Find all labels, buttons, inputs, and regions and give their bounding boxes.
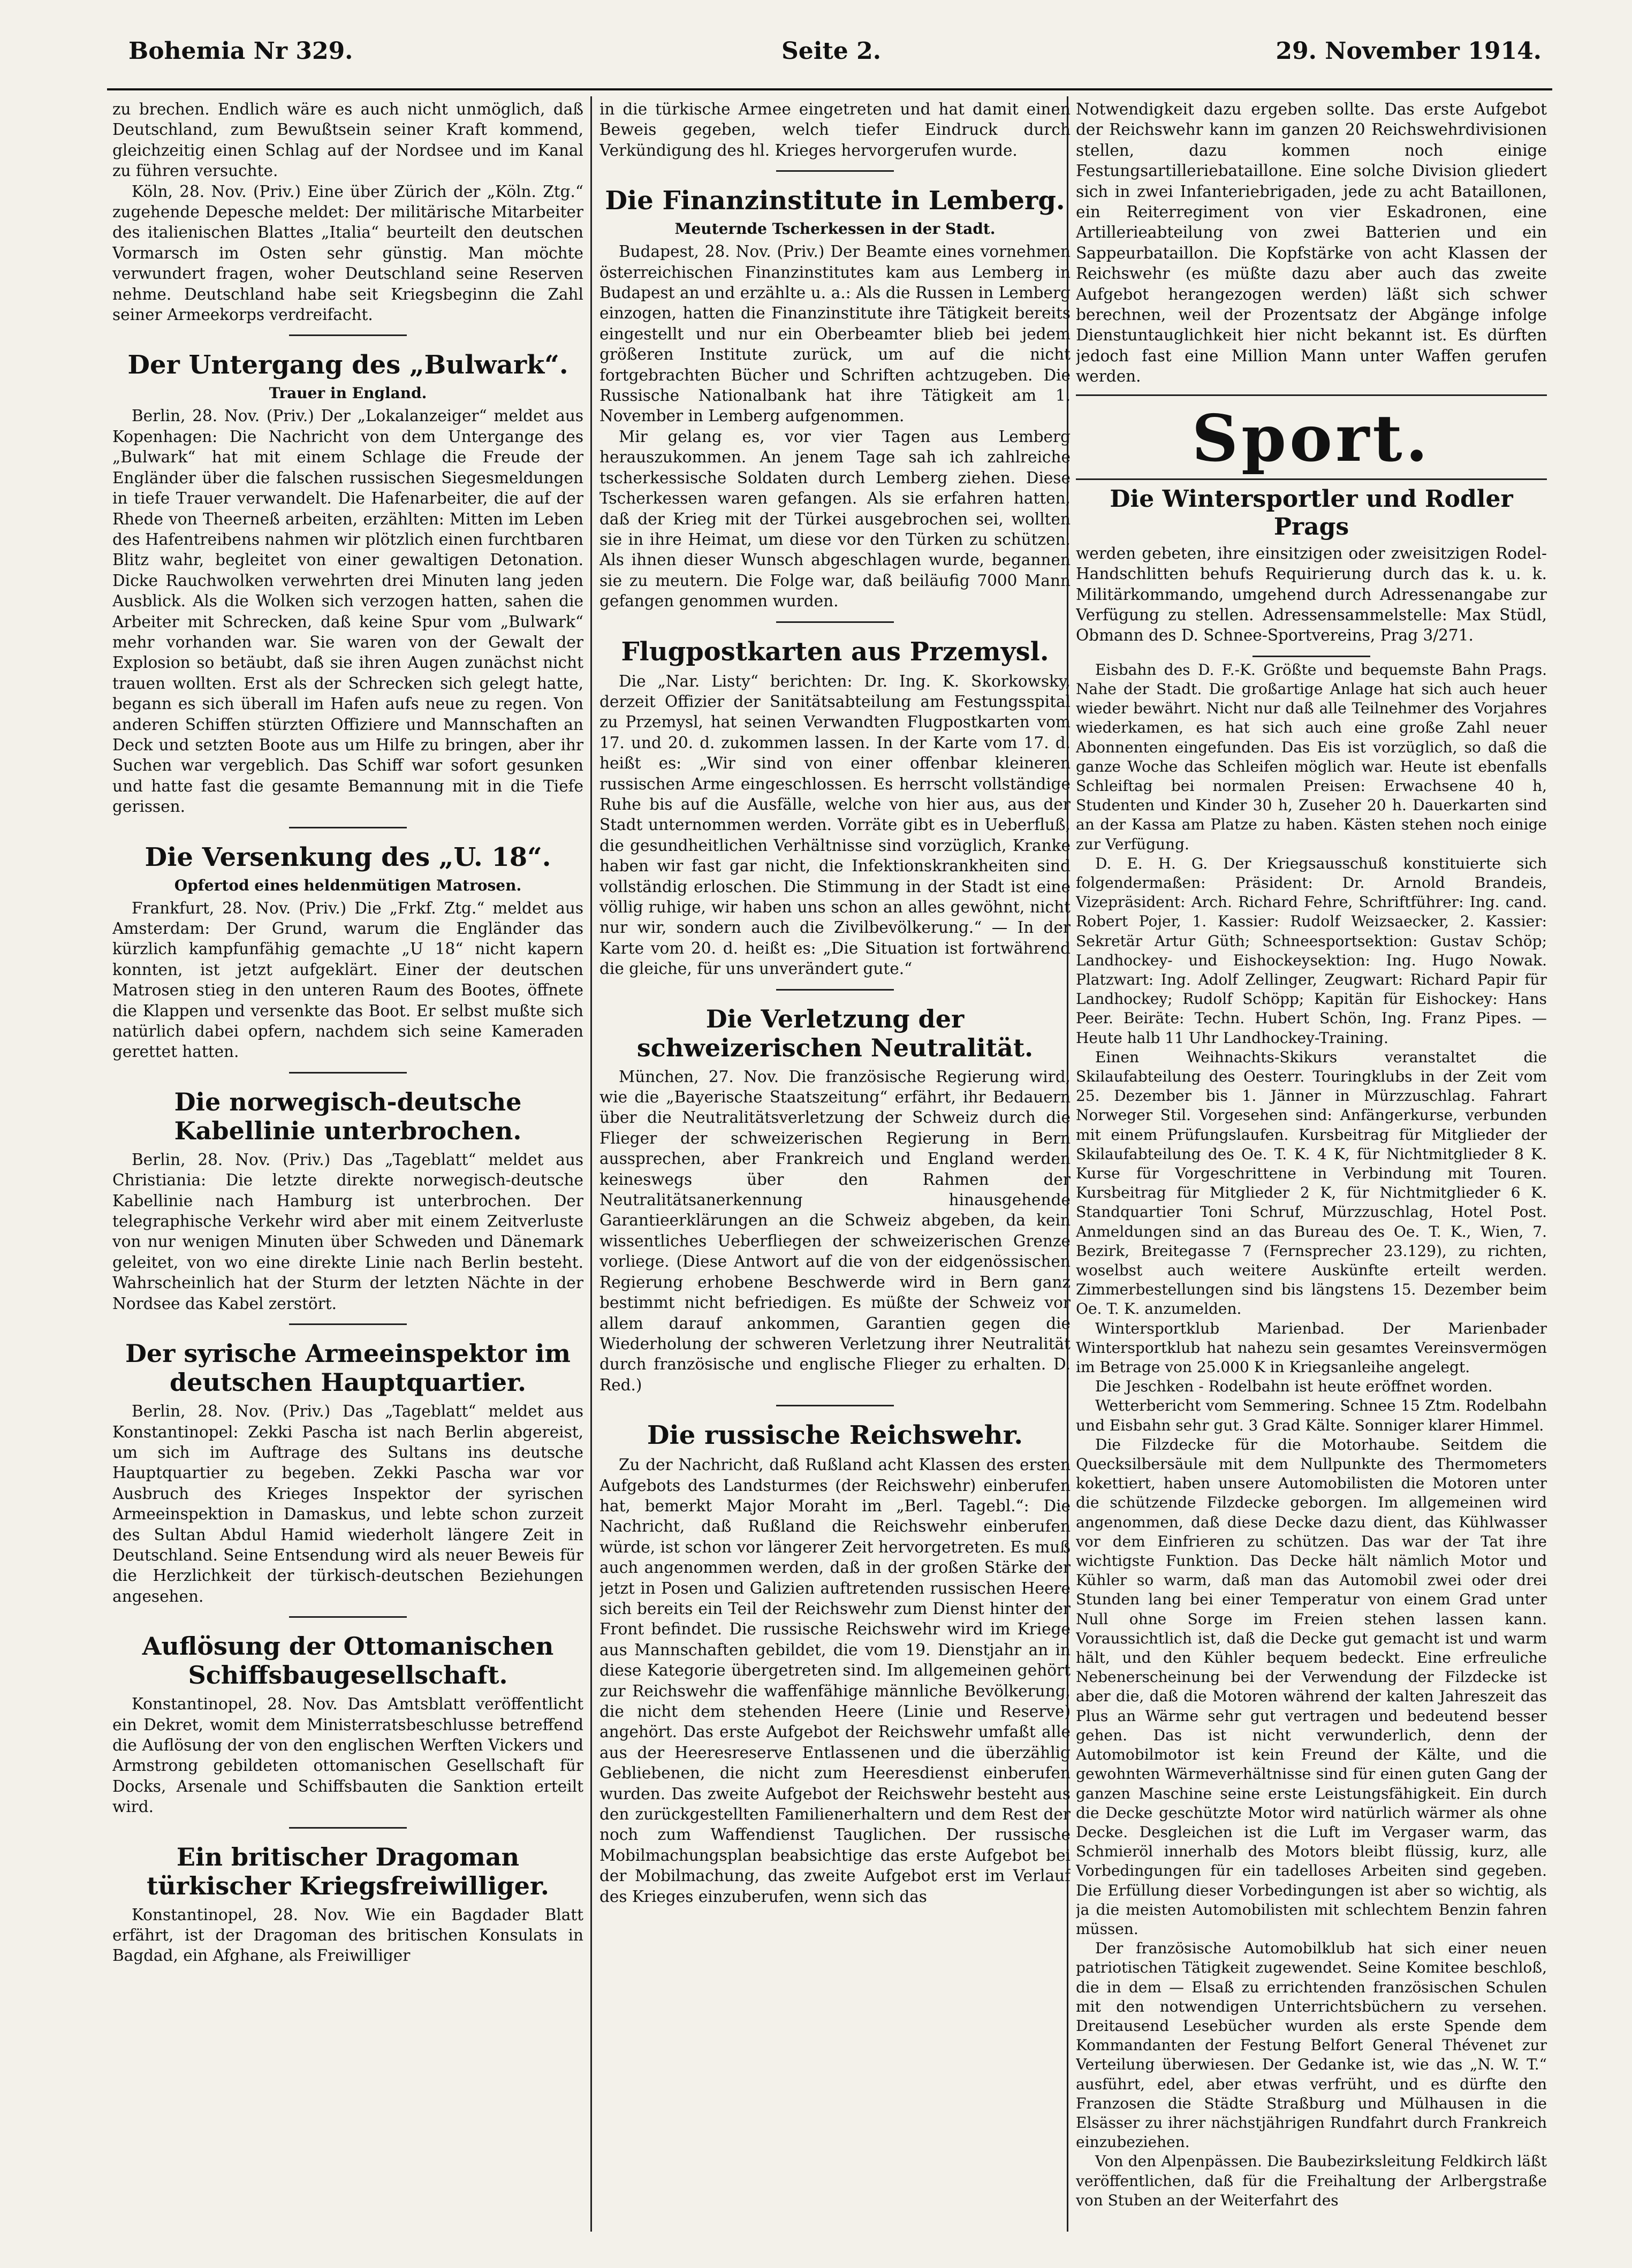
article-separator bbox=[776, 989, 894, 991]
header-rule bbox=[107, 88, 1552, 90]
article-heading: Die Wintersportler und Rodler Prags bbox=[1110, 485, 1513, 541]
article-heading: Auflösung der Ottomanischen Schiffsbaugesellschaft. bbox=[142, 1632, 554, 1690]
article-heading: Flugpostkarten aus Przemysl. bbox=[621, 636, 1049, 667]
article-paragraph: Köln, 28. Nov. (Priv.) Eine über Zürich der „Köln. Ztg.“ zugehende Depesche meldet: Der militärische Mitarbeiter des italienischen Blattes „Italia“ beurteilt den deutschen Vormarsch im Osten sehr günstig. Man möchte verwundert fragen, woher Deutschland seine Reserven nehme. Deutschland habe seit Kriegsbeginn die Zahl seiner Armeekorps verdreifacht. bbox=[112, 182, 583, 324]
article-paragraph: Wintersportklub Marienbad. Der Marienbader Wintersportklub hat nahezu sein gesamtes Vereinsvermögen im Betrage von 25.000 K in Kriegsanleihe angelegt. bbox=[1076, 1319, 1547, 1376]
article-separator bbox=[289, 1827, 407, 1829]
page-header bbox=[107, 37, 1552, 80]
issue-date: 29. November 1914. bbox=[1276, 37, 1542, 65]
article-paragraph: Die „Nar. Listy“ berichten: Dr. Ing. K. Skorkowsky, derzeit Offizier der Sanitätsabteilung am Festungsspital zu Przemysl, hat seinen Verwandten Flugpostkarten vom 17. und 20. d. zukommen lassen. In der Karte vom 17. d. heißt es: „Wir sind von einer offenbar kleineren russischen Arme eingeschlossen. Es herrscht vollständige Ruhe bis auf die Ausfälle, welche von hier aus, aus der Stadt unternommen werden. Vorräte gibt es in Ueberfluß, die gesundheitlichen Verhältnisse sind vorzüglich, Kranke haben wir fast gar nicht, die Infektionskrankheiten sind vollständig erloschen. Die Stimmung in der Stadt ist eine völlig ruhige, wir haben uns schon an alles gewöhnt, nicht nur wir, sondern auch die Zivilbevölkerung.“ — In der Karte vom 20. d. heißt es: „Die Situation ist fortwährend die gleiche, für uns unverändert gute.“ bbox=[599, 672, 1071, 978]
article-separator bbox=[776, 621, 894, 623]
article-heading: Der Untergang des „Bulwark“. bbox=[127, 350, 568, 380]
article-separator bbox=[289, 1616, 407, 1618]
article-paragraph: Berlin, 28. Nov. (Priv.) Das „Tageblatt“ meldet aus Christiania: Die letzte direkte norwegisch-deutsche Kabellinie nach Hamburg ist unterbrochen. Der telegraphische Verkehr wird aber mit einem Zeitverluste von nur wenigen Minuten über Schweden und Dänemark geleitet, von wo eine direkte Linie nach Berlin besteht. Wahrscheinlich hat der Sturm der letzten Nächte in der Nordsee das Kabel zerstört. bbox=[112, 1150, 583, 1313]
column-1 bbox=[112, 99, 583, 2229]
column-3 bbox=[1076, 99, 1547, 2229]
article-paragraph: Die Filzdecke für die Motorhaube. Seitdem die Quecksilbersäule mit dem Nullpunkte des Thermometers kokettiert, haben unsere Automobilisten die Motoren unter die schützende Filzdecke geborgen. Im allgemeinen wird angenommen, daß diese Decke dazu dient, das Kühlwasser vor dem Einfrieren zu schützen. Das war der Tat ihre wichtigste Funktion. Das Decke hält nämlich Motor und Kühler so warm, daß man das Automobil zwei oder drei Stunden lang bei einer Temperatur von einem Grad unter Null ohne Sorge im Freien stehen lassen kann. Voraussichtlich ist, daß die Decke gut gemacht ist und warm hält, und den Kühler bequem bedeckt. Eine erfreuliche Nebenerscheinung bei der Verwendung der Filzdecke ist aber die, daß die Motoren während der kalten Jahreszeit das Plus an Wärme sehr gut vertragen und bedeutend besser gehen. Das ist nicht verwunderlich, denn der Automobilmotor ist kein Freund der Kälte, und die gewohnten Wärmeverhältnisse sind für einen guten Gang der ganzen Maschine seine erste Leistungsfähigkeit. Ein durch die Decke geschützte Motor wird natürlich wärmer als ohne Decke. Desgleichen ist die Luft im Vergaser warm, das Schmieröl innerhalb des Motors bleibt flüssig, kurz, alle Vorbedingungen für ein tadelloses Arbeiten sind gegeben. Die Erfüllung dieser Vorbedingungen ist aber so wichtig, als ja die meisten Automobilisten mit schlechtem Benzin fahren müssen. bbox=[1076, 1435, 1547, 1938]
article-heading: Der syrische Armeeinspektor im deutschen Hauptquartier. bbox=[125, 1339, 571, 1397]
article-heading: Die Finanzinstitute in Lemberg. bbox=[605, 186, 1065, 216]
section-rule bbox=[1076, 478, 1547, 480]
article-heading: Die russische Reichswehr. bbox=[647, 1420, 1023, 1451]
article-separator bbox=[1253, 656, 1370, 657]
article-paragraph: Berlin, 28. Nov. (Priv.) Der „Lokalanzeiger“ meldet aus Kopenhagen: Die Nachricht von dem Untergange des „Bulwark“ hat mit einem Schlage die Freude der Engländer über die falschen russischen Siegesmeldungen in tiefe Trauer verwandelt. Die Hafenarbeiter, die auf der Rhede von Theerneß arbeiten, erzählten: Mitten im Leben des Hafentreibens nahmen wir plötzlich einen furchtbaren Blitz wahr, begleitet von einer gewaltigen Detonation. Dicke Rauchwolken verwehrten drei Minuten lang jeden Ausblick. Als die Wolken sich verzogen hatten, sahen die Arbeiter mit Schrecken, daß keine Spur vom „Bulwark“ mehr vorhanden war. Sie waren von der Gewalt der Explosion so betäubt, daß sie ihren Augen zunächst nicht trauen wollten. Erst als der Schrecken sich gelegt hatte, begann es sich überall im Hafen aufs neue zu regen. Von anderen Schiffen stürzten Offiziere und Mannschaften an Deck und setzten Boote aus um Hilfe zu bringen, aber ihr Suchen war vergeblich. Das Schiff war sofort gesunken und hatte fast die gesamte Bemannung mit in die Tiefe gerissen. bbox=[112, 407, 583, 816]
section-heading-sport: Sport. bbox=[1191, 400, 1431, 476]
article-paragraph: Konstantinopel, 28. Nov. Das Amtsblatt veröffentlicht ein Dekret, womit dem Ministerratsbeschlusse betreffend die Auflösung der von den englischen Werften Vickers und Armstrong gebildeten ottomanischen Gesellschaft für Docks, Arsenale und Schiffsbauten die Sanktion erteilt wird. bbox=[112, 1695, 583, 1816]
article-paragraph: Mir gelang es, vor vier Tagen aus Lemberg herauszukommen. An jenem Tage sah ich zahlreiche tscherkessische Soldaten durch Lemberg ziehen. Diese Tscherkessen waren gefangen. Als sie erfahren hatten, daß der Krieg mit der Türkei ausgebrochen sei, wollten sie in ihre Heimat, um diese vor den Türken zu schützen. Als ihnen dieser Wunsch abgeschlagen wurde, begannen sie zu meutern. Die Folge war, daß beiläufig 7000 Mann gefangen genommen wurden. bbox=[599, 427, 1071, 611]
article-paragraph: in die türkische Armee eingetreten und hat damit einen Beweis gegeben, welch tiefer Eindruck durch Verkündigung des hl. Krieges hervorgerufen wurde. bbox=[599, 100, 1071, 159]
article-paragraph: Notwendigkeit dazu ergeben sollte. Das erste Aufgebot der Reichswehr kann im ganzen 20 Reichswehrdivisionen stellen, dazu kommen noch einige Festungsartilleriebataillone. Eine solche Division gliedert sich in zwei Infanteriebrigaden, jede zu acht Bataillonen, ein Reiterregiment von vier Eskadronen, eine Artillerieabteilung von zwei Batterien und ein Sappeurbataillon. Die Kopfstärke von acht Klassen der Reichswehr (es müßte dazu aber auch das zweite Aufgebot herangezogen werden) läßt sich schwer berechnen, weil der Prozentsatz der Abgänge infolge Dienstuntauglichkeit hier nicht bekannt ist. Es dürften jedoch fast eine Million Mann unter Waffen gerufen werden. bbox=[1076, 100, 1547, 386]
article-paragraph: Konstantinopel, 28. Nov. Wie ein Bagdader Blatt erfährt, ist der Dragoman des britischen Konsulats in Bagdad, ein Afghane, als Freiwilliger bbox=[112, 1905, 583, 1965]
article-paragraph: werden gebeten, ihre einsitzigen oder zweisitzigen Rodel-Handschlitten behufs Requirierung durch das k. u. k. Militärkommando, umgehend durch Adressenangabe zur Verfügung zu stellen. Adressensammelstelle: Max Stüdl, Obmann des D. Schnee-Sportvereins, Prag 3/271. bbox=[1076, 544, 1547, 645]
article-subheading: Meuternde Tscherkessen in der Stadt. bbox=[674, 220, 996, 238]
article-paragraph: Von den Alpenpässen. Die Baubezirksleitung Feldkirch läßt veröffentlichen, daß für die Freihaltung der Arlbergstraße von Stuben an der Weiterfahrt des bbox=[1076, 2152, 1547, 2209]
page-number: Seite 2. bbox=[781, 37, 882, 65]
section-rule bbox=[1076, 394, 1547, 396]
article-heading: Die norwegisch-deutsche Kabellinie unterbrochen. bbox=[174, 1087, 522, 1145]
article-separator bbox=[776, 170, 894, 172]
article-subheading: Trauer in England. bbox=[269, 384, 427, 402]
article-heading: Die Versenkung des „U. 18“. bbox=[145, 842, 551, 872]
article-paragraph: Frankfurt, 28. Nov. (Priv.) Die „Frkf. Ztg.“ meldet aus Amsterdam: Der Grund, warum die Engländer das kürzlich kampfunfähig gemachte „U 18“ nicht kapern konnten, ist jetzt aufgeklärt. Einer der deutschen Matrosen stieg in den unteren Raum des Bootes, öffnete die Klappen und versenkte das Boot. Er selbst mußte sich natürlich dabei opfern, nachdem sich seine Kameraden gerettet hatten. bbox=[112, 899, 583, 1061]
article-paragraph: Eisbahn des D. F.-K. Größte und bequemste Bahn Prags. Nahe der Stadt. Die großartige Anlage hat sich auch heuer wieder bewährt. Nicht nur daß alle Teilnehmer des Vorjahres wiederkamen, es hat sich auch eine große Zahl neuer Abonnenten eingefunden. Das Eis ist vorzüglich, so daß die ganze Woche das Schleifen möglich war. Heute ist ebenfalls Schleiftag bei normalen Preisen: Erwachsene 40 h, Studenten und Kinder 30 h, Zuseher 20 h. Dauerkarten sind an der Kassa am Platze zu haben. Kästen stehen noch einige zur Verfügung. bbox=[1076, 660, 1547, 853]
article-heading: Die Verletzung der schweizerischen Neutralität. bbox=[636, 1004, 1034, 1062]
article-subheading: Opfertod eines heldenmütigen Matrosen. bbox=[174, 876, 522, 894]
article-separator bbox=[776, 1405, 894, 1406]
article-paragraph: Budapest, 28. Nov. (Priv.) Der Beamte eines vornehmen österreichischen Finanzinstitutes kam aus Lemberg in Budapest an und erzählte u. a.: Als die Russen in Lemberg einzogen, hatten die Finanzinstitute ihre Tätigkeit bereits eingestellt und nur ein Oberbeamter blieb bei jedem größeren Institute zurück, um auf die nicht fortgebrachten Bücher und Schriften achtzugeben. Die Russische Nationalbank hat ihre Tätigkeit am 1. November in Lemberg aufgenommen. bbox=[599, 242, 1071, 425]
article-paragraph: Der französische Automobilklub hat sich einer neuen patriotischen Tätigkeit zugewendet. Seine Komitee beschloß, die in dem — Elsaß zu errichtenden französischen Schulen mit den notwendigen Unterrichtsbüchern zu versehen. Dreitausend Lesebücher wurden als erste Spende dem Kommandanten der Festung Belfort General Thévenet zur Verteilung überwiesen. Der Gedanke ist, wie das „N. W. T.“ ausführt, edel, aber etwas verfrüht, und es dürfte den Franzosen die Städte Straßburg und Mülhausen in die Elsässer zu ihrer nächstjährigen Rundfahrt durch Frankreich einzubeziehen. bbox=[1076, 1939, 1547, 2151]
article-separator bbox=[289, 1323, 407, 1325]
article-heading: Ein britischer Dragoman türkischer Kriegsfreiwilliger. bbox=[147, 1842, 549, 1900]
article-paragraph: Berlin, 28. Nov. (Priv.) Das „Tageblatt“ meldet aus Konstantinopel: Zekki Pascha ist nach Berlin abgereist, um sich im Auftrage des Sultans ins deutsche Hauptquartier zu begeben. Zekki Pascha war vor Ausbruch des Krieges Inspektor der syrischen Armeeinspektion in Damaskus, und lebte schon zurzeit des Sultan Abdul Hamid wiederholt längere Zeit in Deutschland. Seine Entsendung wird als neuer Beweis für die Herzlichkeit der türkisch-deutschen Beziehungen angesehen. bbox=[112, 1402, 583, 1605]
article-paragraph: Zu der Nachricht, daß Rußland acht Klassen des ersten Aufgebots des Landsturmes (der Reichswehr) einberufen hat, bemerkt Major Moraht im „Berl. Tagebl.“: Die Nachricht, daß Rußland die Reichswehr einberufen würde, ist schon vor längerer Zeit hervorgetreten. Es muß auch angenommen werden, daß in der großen Stärke der jetzt in Posen und Galizien auftretenden russischen Heere sich bereits ein Teil der Reichswehr zum Dienst hinter der Front befindet. Die russische Reichswehr wird im Kriege aus Mannschaften gebildet, die vom 19. Dienstjahr an in diese Kategorie übergetreten sind. Im allgemeinen gehört zur Reichswehr die waffenfähige männliche Bevölkerung, die nicht dem stehenden Heere (Linie und Reserve) angehört. Das erste Aufgebot der Reichswehr umfaßt alle aus der Heeresreserve Entlassenen und die überzählig Gebliebenen, die nicht zum Heeresdienst einberufen wurden. Das zweite Aufgebot der Reichswehr besteht aus den zurückgestellten Familienerhaltern und dem Rest der noch zum Waffendienst Tauglichen. Der russische Mobilmachungsplan beabsichtige das erste Aufgebot bei der Mobilmachung, das zweite Aufgebot erst im Verlauf des Krieges einzuberufen, wenn sich das bbox=[599, 1456, 1071, 1906]
article-paragraph: Wetterbericht vom Semmering. Schnee 15 Ztm. Rodelbahn und Eisbahn sehr gut. 3 Grad Kälte. Sonniger klarer Himmel. bbox=[1076, 1397, 1547, 1434]
article-paragraph: Einen Weihnachts-Skikurs veranstaltet die Skilaufabteilung des Oesterr. Touringklubs in der Zeit vom 25. Dezember bis 1. Jänner in Mürzzuschlag. Fahrart Norweger Stil. Vorgesehen sind: Anfängerkurse, verbunden mit einem Prüfungslaufen. Kursbeitrag für Mitglieder der Skilaufabteilung des Oe. T. K. 4 K, für Nichtmitglieder 8 K. Kurse für Vorgeschrittene in Verbindung mit Touren. Kursbeitrag für Mitglieder 2 K, für Nichtmitglieder 6 K. Standquartier Toni Schruf, Mürzzuschlag, Hotel Post. Anmeldungen sind an das Bureau des Oe. T. K., Wien, 7. Bezirk, Breitegasse 7 (Fernsprecher 23.129), zu richten, woselbst auch weitere Auskünfte erteilt werden. Zimmerbestellungen sind bis längstens 15. Dezember beim Oe. T. K. anzumelden. bbox=[1076, 1048, 1547, 1318]
article-separator bbox=[289, 827, 407, 828]
article-separator bbox=[289, 334, 407, 336]
column-divider bbox=[590, 96, 592, 2232]
article-separator bbox=[289, 1072, 407, 1074]
article-paragraph: München, 27. Nov. Die französische Regierung wird, wie die „Bayerische Staatszeitung“ erfährt, ihr Bedauern über die Neutralitätsverletzung der Schweiz durch die Flieger der schweizerischen Regierung in Bern aussprechen, aber Frankreich und England werden keineswegs über den Rahmen der Neutralitätsanerkennung hinausgehende Garantieerklärungen an die Schweiz abgeben, da kein wissentliches Ueberfliegen der schweizerischen Grenze vorliege. (Diese Antwort auf die von der eidgenössischen Regierung erhobene Beschwerde wird in Bern ganz bestimmt nicht befriedigen. Es müßte der Schweiz vor allem darauf ankommen, Garantien gegen die Wiederholung der schweren Verletzung ihrer Neutralität durch französische und englische Flieger zu erhalten. D. Red.) bbox=[599, 1067, 1071, 1394]
sport-notes bbox=[1076, 660, 1547, 2210]
article-paragraph: Die Jeschken - Rodelbahn ist heute eröffnet worden. bbox=[1095, 1377, 1493, 1396]
article-paragraph: D. E. H. G. Der Kriegsausschuß konstituierte sich folgendermaßen: Präsident: Dr. Arnold Brandeis, Vizepräsident: Arch. Richard Fehre, Schriftführer: Ing. cand. Robert Pojer, 1. Kassier: Rudolf Weizsaecker, 2. Kassier: Sekretär Artur Güth; Schneesportsektion: Gustav Schöp; Landhockey- und Eishockeysektion: Ing. Hugo Nowak. Platzwart: Ing. Adolf Zellinger, Zeugwart: Richard Papir für Landhockey; Rudolf Schöpp; Kapitän für Eishockey: Hans Peer. Beiräte: Techn. Hubert Schön, Ing. Franz Pipes. — Heute halb 11 Uhr Landhockey-Training. bbox=[1076, 854, 1547, 1047]
newspaper-issue: Bohemia Nr 329. bbox=[128, 37, 353, 65]
column-2 bbox=[599, 99, 1071, 2229]
article-paragraph: zu brechen. Endlich wäre es auch nicht unmöglich, daß Deutschland, zum Bewußtsein seiner Kraft kommend, gleichzeitig einen Schlag auf der Nordsee und im Kanal zu führen versuchte. bbox=[112, 100, 583, 180]
